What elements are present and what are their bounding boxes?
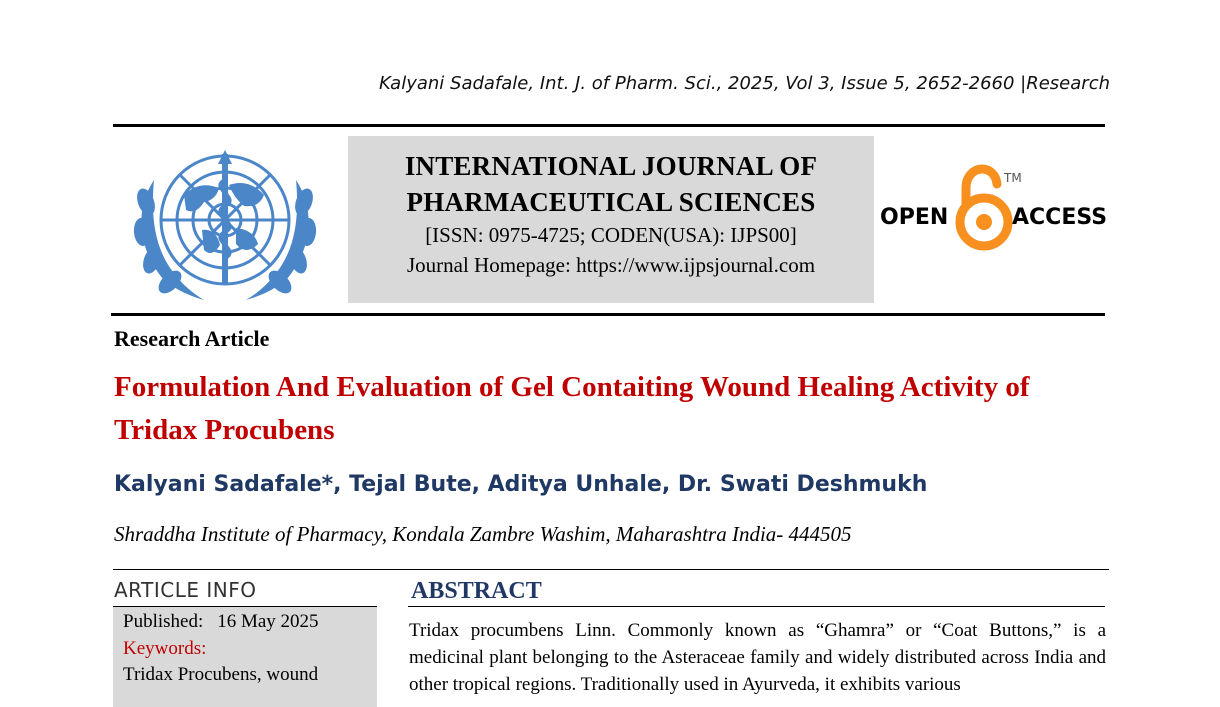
oa-word-access: ACCESS — [1012, 205, 1108, 230]
abstract-heading: ABSTRACT — [411, 578, 542, 604]
abstract-body: Tridax procumbens Linn. Commonly known as “Ghamra” or “Coat Buttons,” is a medicinal plant belonging to the Asteraceae family and widely distributed across India and other tropical regions. Traditionally used in Ayurveda, it exhibits various — [409, 620, 1106, 695]
section-divider — [113, 569, 1109, 570]
article-info-box — [113, 607, 377, 707]
journal-issn: [ISSN: 0975-4725; CODEN(USA): IJPS00] — [425, 223, 797, 247]
journal-homepage[interactable]: Journal Homepage: https://www.ijpsjournal.com — [406, 253, 816, 277]
article-type-label: Research Article — [114, 326, 270, 351]
published-label: Published: — [123, 611, 204, 632]
open-access-logo — [878, 164, 1110, 254]
oa-word-open: OPEN — [880, 205, 949, 230]
author-affiliation: Shraddha Institute of Pharmacy, Kondala Zambre Washim, Maharashtra India- 444505 — [114, 522, 852, 546]
keywords-label: Keywords: — [123, 638, 207, 659]
header-rule-top — [113, 124, 1105, 127]
paper-title: Formulation And Evaluation of Gel Contaiting Wound Healing Activity of Tridax Procubens — [114, 371, 1030, 446]
oa-trademark: TM — [1004, 171, 1022, 185]
header-rule-bottom — [111, 313, 1105, 316]
article-info-heading: ARTICLE INFO — [114, 578, 257, 602]
abstract-rule — [408, 606, 1105, 607]
running-header-citation: Kalyani Sadafale, Int. J. of Pharm. Sci., 2025, Vol 3, Issue 5, 2652-2660 |Research — [379, 73, 1110, 94]
un-emblem-icon — [124, 140, 326, 306]
published-date: 16 May 2025 — [217, 611, 319, 632]
keywords-text: Tridax Procubens, wound — [123, 664, 319, 685]
journal-title-line2: PHARMACEUTICAL SCIENCES — [406, 187, 816, 217]
published-row — [123, 611, 319, 633]
open-lock-icon — [960, 169, 1008, 246]
journal-banner — [348, 136, 874, 303]
journal-title-line1: INTERNATIONAL JOURNAL OF — [404, 151, 818, 181]
author-list: Kalyani Sadafale*, Tejal Bute, Aditya Unhale, Dr. Swati Deshmukh — [114, 472, 928, 497]
